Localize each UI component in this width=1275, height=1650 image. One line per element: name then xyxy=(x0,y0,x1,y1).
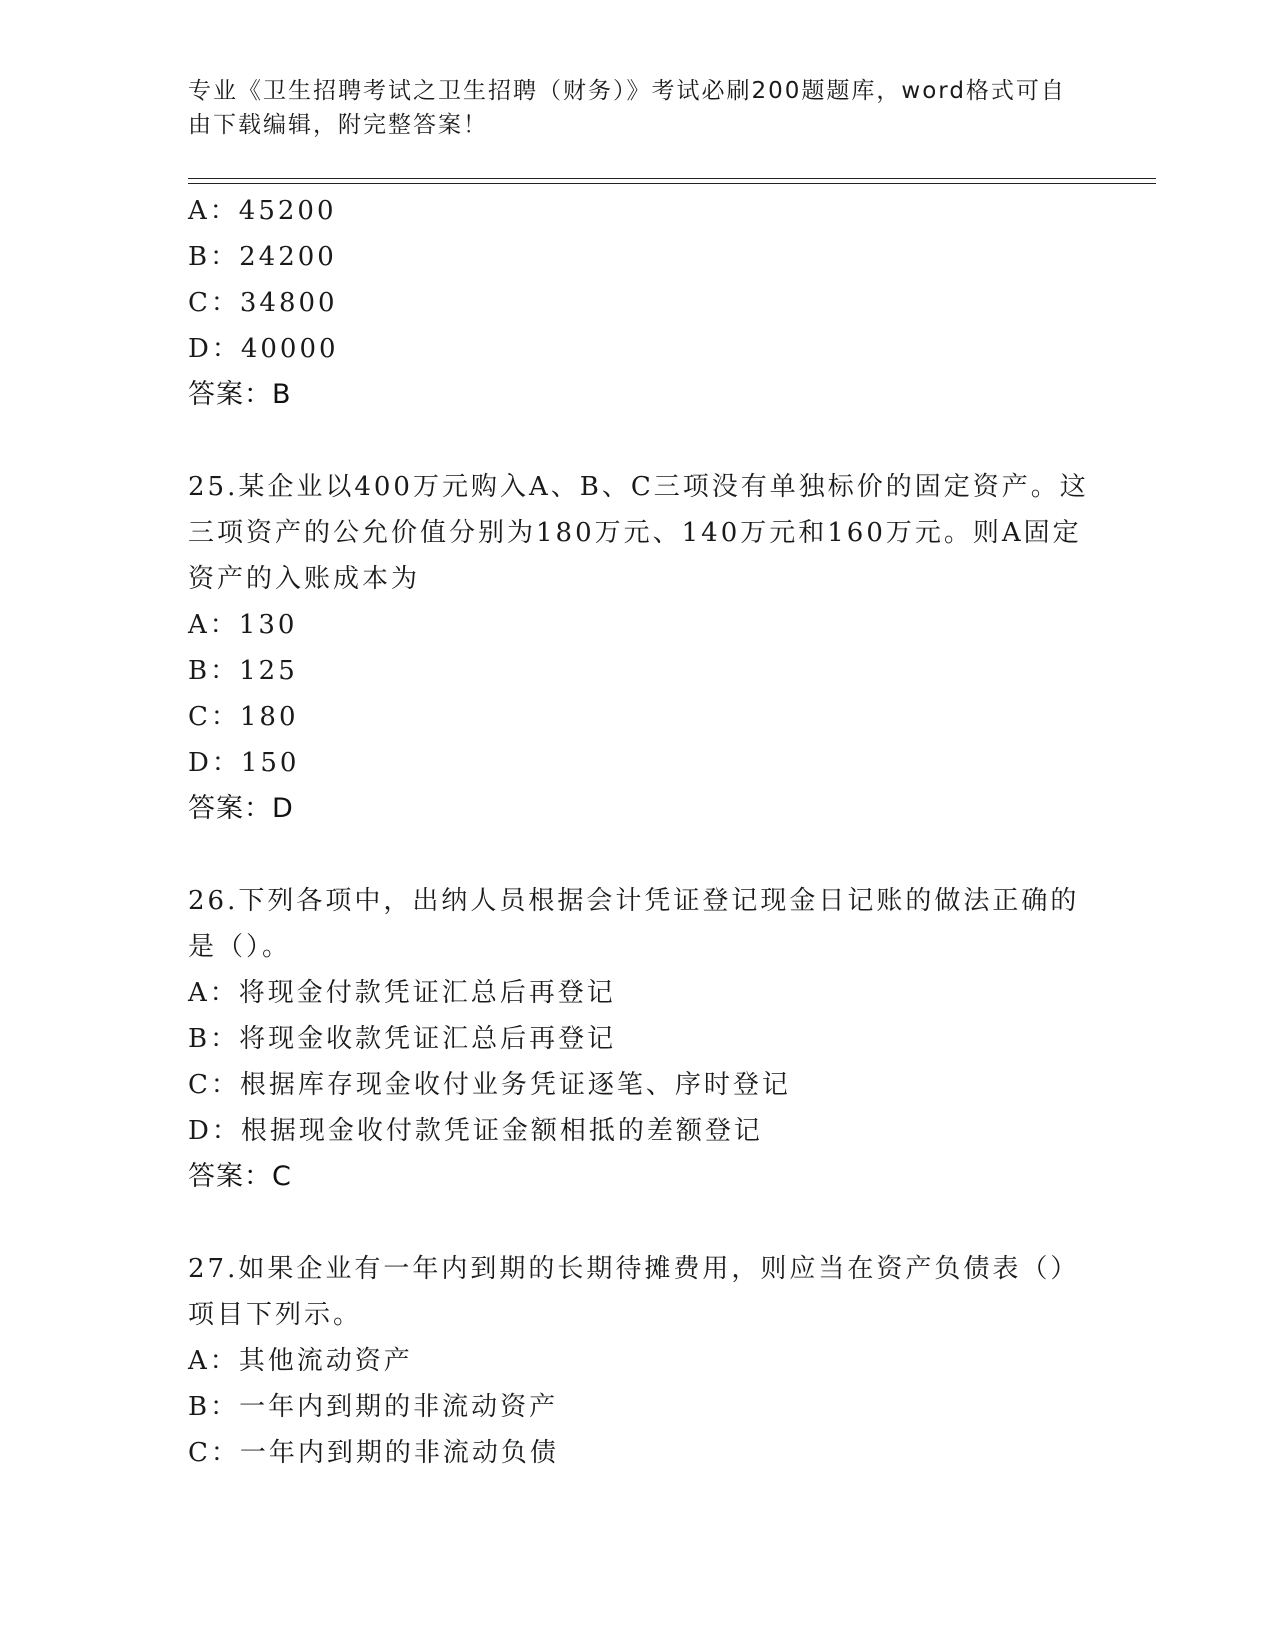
option-a: A：130 xyxy=(188,610,298,640)
question-text-line: 是（）。 xyxy=(188,932,292,962)
answer-line: 答案：B xyxy=(188,379,292,410)
header-divider-top xyxy=(188,178,1156,179)
option-d: D：150 xyxy=(188,748,300,778)
question-text-line: 27.如果企业有一年内到期的长期待摊费用，则应当在资产负债表（） xyxy=(188,1254,1080,1284)
question-text-line: 项目下列示。 xyxy=(188,1300,363,1330)
header-line-1: 专业《卫生招聘考试之卫生招聘（财务）》考试必刷200题题库，word格式可自 xyxy=(188,78,1066,104)
question-list xyxy=(188,188,1088,1476)
header-divider-bottom xyxy=(188,183,1156,184)
question-block-27 xyxy=(188,1246,1088,1476)
option-b: B：将现金收款凭证汇总后再登记 xyxy=(188,1024,617,1054)
question-text-line: 三项资产的公允价值分别为180万元、140万元和160万元。则A固定 xyxy=(188,518,1082,548)
spacer xyxy=(188,1200,1088,1246)
option-a: A：45200 xyxy=(188,196,337,226)
question-block-prev xyxy=(188,188,1088,418)
option-c: C：180 xyxy=(188,702,299,732)
option-b: B：125 xyxy=(188,656,298,686)
option-a: A：其他流动资产 xyxy=(188,1346,413,1376)
question-text-line: 资产的入账成本为 xyxy=(188,564,421,594)
question-block-26 xyxy=(188,878,1088,1200)
option-b: B：一年内到期的非流动资产 xyxy=(188,1392,559,1422)
question-text-line: 26.下列各项中，出纳人员根据会计凭证登记现金日记账的做法正确的 xyxy=(188,886,1080,916)
question-block-25 xyxy=(188,464,1088,832)
spacer xyxy=(188,832,1088,878)
option-b: B：24200 xyxy=(188,242,337,272)
header-line-2: 由下载编辑，附完整答案！ xyxy=(188,112,488,138)
question-text-line: 25.某企业以400万元购入A、B、C三项没有单独标价的固定资产。这 xyxy=(188,472,1089,502)
option-d: D：根据现金收付款凭证金额相抵的差额登记 xyxy=(188,1116,763,1146)
answer-line: 答案：D xyxy=(188,793,294,824)
document-header xyxy=(188,74,1068,142)
option-c: C：34800 xyxy=(188,288,338,318)
option-a: A：将现金付款凭证汇总后再登记 xyxy=(188,978,616,1008)
spacer xyxy=(188,418,1088,464)
option-c: C：一年内到期的非流动负债 xyxy=(188,1438,559,1468)
option-c: C：根据库存现金收付业务凭证逐笔、序时登记 xyxy=(188,1070,791,1100)
option-d: D：40000 xyxy=(188,334,339,364)
answer-line: 答案：C xyxy=(188,1161,292,1192)
